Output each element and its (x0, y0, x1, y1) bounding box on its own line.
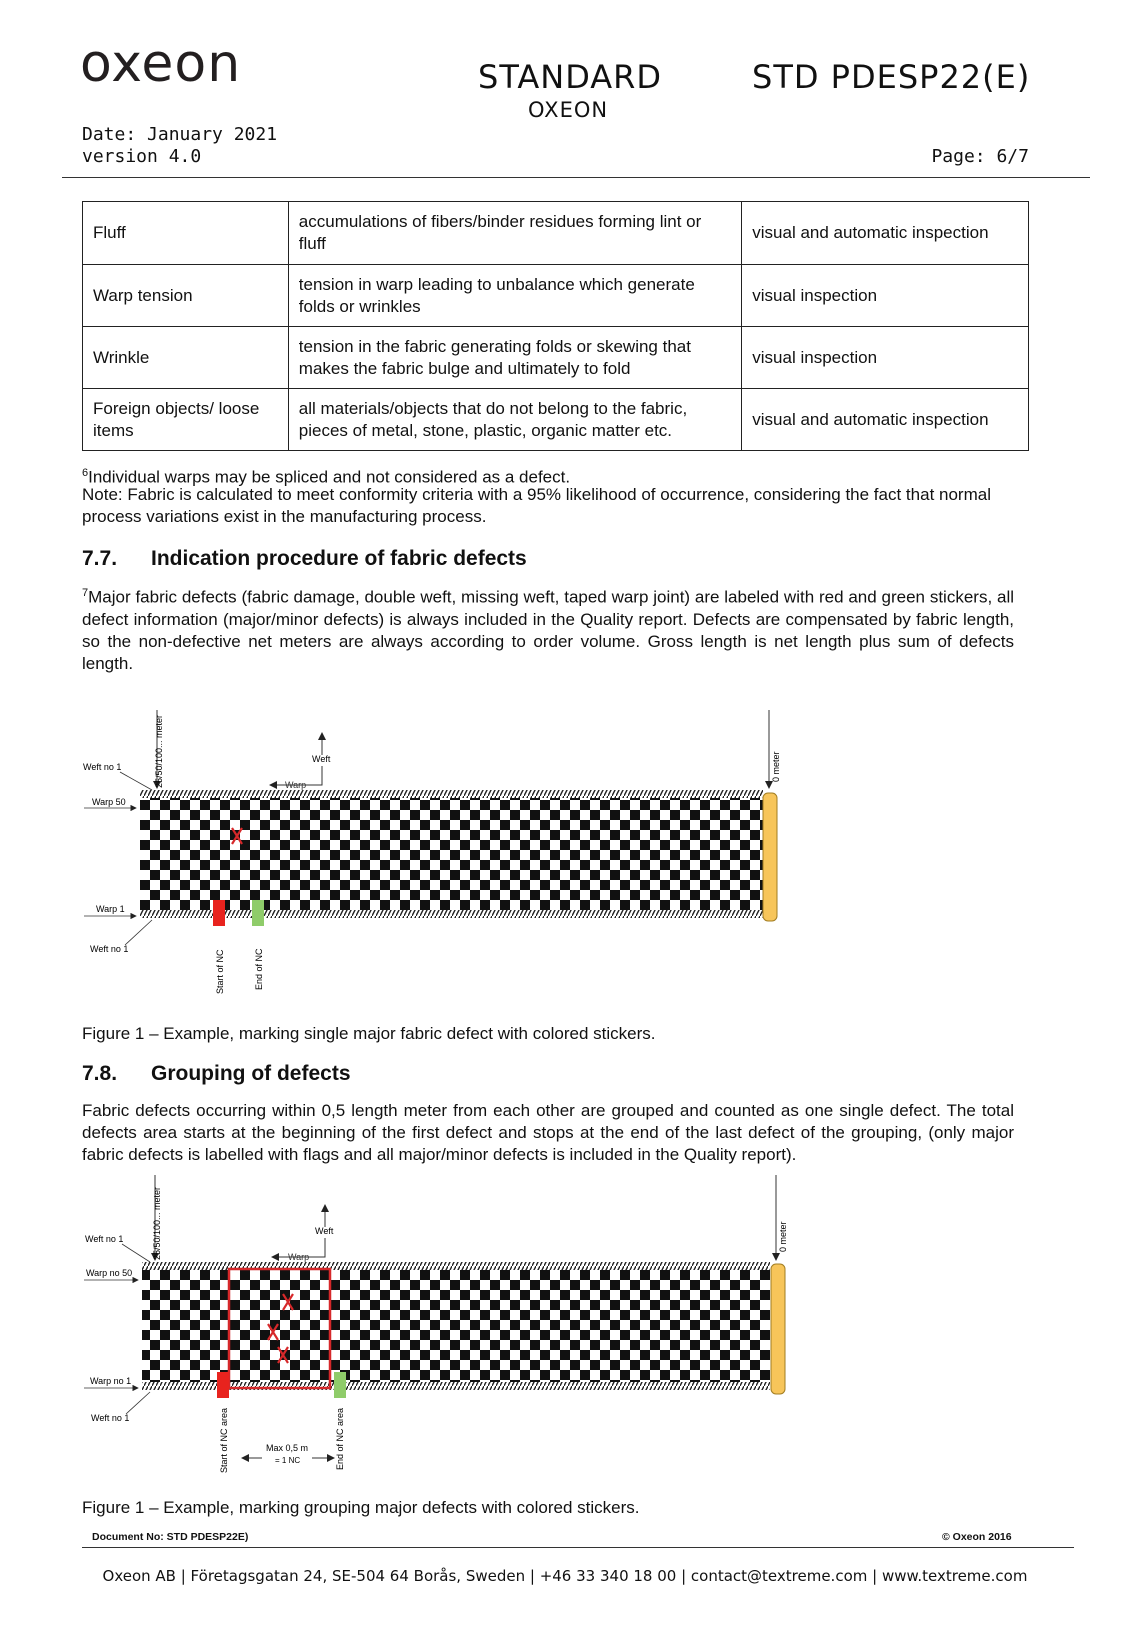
footnote-text: Individual warps may be spliced and not considered as a defect. (88, 467, 571, 487)
warp-1-label: Warp 1 (96, 904, 125, 914)
meter-marks-label: 25/50/100... meter (154, 714, 164, 788)
defect-name: Warp tension (83, 265, 289, 327)
figure-2-caption: Figure 1 – Example, marking grouping major defects with colored stickers. (82, 1498, 640, 1517)
document-version: version 4.0 (82, 146, 202, 167)
fabric-body (140, 798, 763, 910)
defect-name: Fluff (83, 202, 289, 265)
figure-1-diagram (0, 700, 1130, 1000)
table-row (83, 265, 1029, 327)
defect-name: Wrinkle (83, 327, 289, 389)
defect-description: tension in warp leading to unbalance which generate folds or wrinkles (288, 265, 742, 327)
start-of-nc-area-label: Start of NC area (219, 1407, 229, 1473)
table-row (83, 202, 1029, 265)
start-sticker (217, 1372, 229, 1398)
section-7-7-title: Indication procedure of fabric defects (151, 547, 527, 570)
defect-method: visual and automatic inspection (742, 389, 1029, 451)
weft-direction-label: Weft (315, 1226, 334, 1236)
end-of-nc-label: End of NC (254, 948, 264, 990)
end-of-nc-area-label: End of NC area (335, 1407, 345, 1470)
end-sticker (334, 1372, 346, 1398)
warp-direction-label: Warp (285, 780, 307, 790)
weft-no1-top-label: Weft no 1 (85, 1234, 124, 1244)
defect-description: accumulations of fibers/binder residues forming lint or fluff (288, 202, 742, 265)
weft-bottom-pointer (125, 920, 152, 945)
defect-name: Foreign objects/ loose items (83, 389, 289, 451)
max-distance-label: Max 0,5 m (266, 1443, 309, 1453)
defect-method: visual and automatic inspection (742, 202, 1029, 265)
warp-direction-label: Warp (288, 1252, 310, 1262)
footer-divider (82, 1547, 1074, 1548)
weft-no1-top-label: Weft no 1 (83, 762, 122, 772)
copyright: © Oxeon 2016 (942, 1531, 1012, 1543)
warp-no-1-label: Warp no 1 (90, 1376, 132, 1386)
warp-no-50-label: Warp no 50 (86, 1268, 133, 1278)
zero-meter-label: 0 meter (771, 751, 781, 782)
section-7-7-number: 7.7. (82, 547, 118, 570)
page-number: Page: 6/7 (931, 146, 1029, 167)
table-row (83, 389, 1029, 451)
weft-top-pointer (120, 772, 152, 790)
section-7-7-text: Major fabric defects (fabric damage, double weft, missing weft, taped warp joint) are labeled with red and green stickers, all defect information (major/minor defects) is always included in the Quality report. Defects are compensated by fabric length, so the non-defective net meters are always according to order volume. Gross length is net length plus sum of defects length. (82, 587, 1014, 673)
defect-description: all materials/objects that do not belong to the fabric, pieces of metal, stone, plastic, organic matter etc. (288, 389, 742, 451)
weft-bottom-pointer (126, 1392, 150, 1414)
company-address: Oxeon AB | Företagsgatan 24, SE-504 64 Borås, Sweden | +46 33 340 18 00 | contact@textreme.com | www.textreme.com (102, 1567, 1028, 1585)
defect-description: tension in the fabric generating folds or skewing that makes the fabric bulge and ultimately to fold (288, 327, 742, 389)
fabric-roll (763, 793, 777, 921)
document-id: STD PDESP22(E) (752, 58, 1031, 96)
end-sticker (252, 900, 264, 926)
weft-direction-label: Weft (312, 754, 331, 764)
fabric-body (142, 1270, 770, 1382)
standard-title: STANDARD (478, 58, 663, 96)
defect-method: visual inspection (742, 327, 1029, 389)
figure-2-diagram (0, 1170, 1130, 1480)
table-row (83, 327, 1029, 389)
oxeon-logo: oxeon (80, 34, 242, 94)
weft-top-pointer (122, 1244, 150, 1262)
warp-edge-top (140, 790, 763, 798)
weft-no1-bottom-label: Weft no 1 (91, 1413, 130, 1423)
company-name: OXEON (528, 98, 609, 122)
footnote-mark: 7 (82, 587, 89, 599)
start-sticker (213, 900, 225, 926)
weft-no1-bottom-label: Weft no 1 (90, 944, 129, 954)
defects-table (82, 201, 1029, 451)
footnote-mark: 6 (82, 467, 89, 479)
meter-marks-label: 25/50/100... meter (152, 1186, 162, 1260)
zero-meter-label: 0 meter (778, 1221, 788, 1252)
nc-equivalence-label: = 1 NC (275, 1456, 301, 1465)
note-paragraph: Note: Fabric is calculated to meet conformity criteria with a 95% likelihood of occurrence, considering the fact that normal process variations exist in the manufacturing process. (82, 485, 991, 526)
figure-1-caption: Figure 1 – Example, marking single major fabric defect with colored stickers. (82, 1024, 656, 1043)
defect-method: visual inspection (742, 265, 1029, 327)
start-of-nc-label: Start of NC (215, 949, 225, 994)
warp-50-label: Warp 50 (92, 797, 126, 807)
document-number: Document No: STD PDESP22E) (92, 1531, 249, 1543)
document-date: Date: January 2021 (82, 124, 278, 145)
section-7-8-number: 7.8. (82, 1062, 118, 1085)
section-7-8-title: Grouping of defects (151, 1062, 351, 1085)
header-divider (62, 177, 1090, 178)
warp-edge-bottom (140, 910, 763, 918)
date-version (82, 124, 277, 168)
section-7-8-paragraph: Fabric defects occurring within 0,5 length meter from each other are grouped and counted as one single defect. The total defects area starts at the beginning of the first defect and stops at the end of the last defect of the grouping, (only major fabric defects is labelled with flags and all major/minor defects is included in the Quality report). (82, 1101, 1014, 1164)
fabric-roll (771, 1264, 785, 1394)
section-7-7-paragraph (82, 582, 1014, 675)
